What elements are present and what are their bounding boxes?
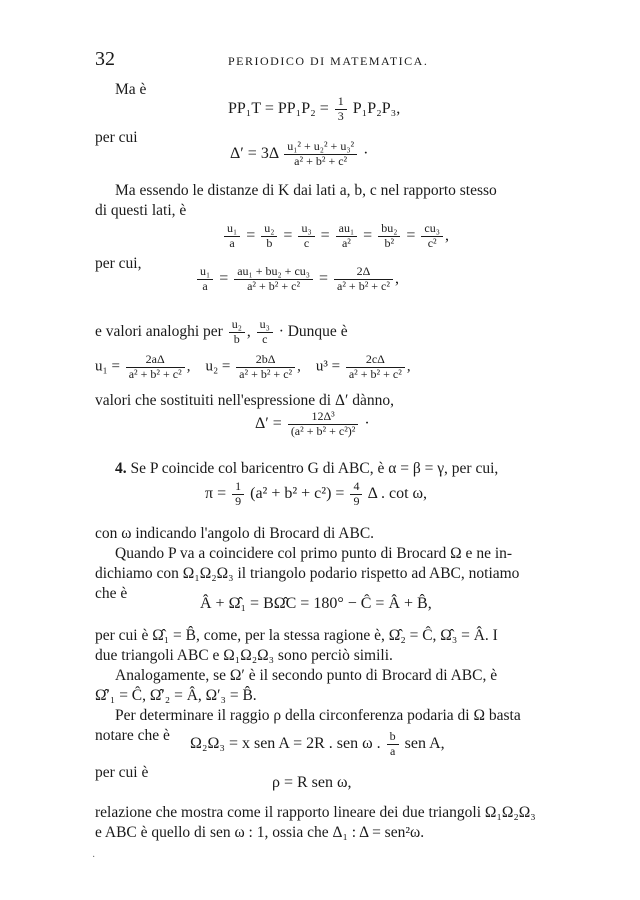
text-line: che è [95, 585, 128, 602]
text-line: 4. Se P coincide col baricentro G di ABC, è α = β = γ, per cui, [115, 460, 499, 477]
equation-6: Δ′ = $\frac{\text{12Δ³}}{\text{(a² + b² + c²)²}}$ · [255, 409, 370, 438]
text-line: di questi lati, è [95, 202, 187, 219]
running-title: PERIODICO DI MATEMATICA. [228, 54, 429, 68]
text-line: con ω indicando l'angolo di Brocard di ABC. [95, 525, 375, 542]
section-number: 4. [115, 460, 127, 477]
text-line: Ma è [115, 81, 147, 98]
equation-10: ρ = R sen ω, [272, 774, 352, 791]
text-line: due triangoli ABC e Ω₁Ω₂Ω₃ sono perciò simili. [95, 647, 393, 664]
text-line: per cui [95, 129, 138, 146]
text-line: Ma essendo le distanze di K dai lati a, b, c nel rapporto stesso [115, 182, 497, 199]
text-line: dichiamo con Ω₁Ω₂Ω₃ il triangolo podario rispetto ad ABC, notiamo [95, 565, 520, 582]
text-line: Per determinare il raggio ρ della circonferenza podaria di Ω basta [115, 707, 521, 724]
text-line: valori che sostituiti nell'espressione di Δ′ dànno, [95, 392, 394, 409]
speck-mark: · [92, 852, 96, 863]
text-line: Analogamente, se Ω′ è il secondo punto di Brocard di ABC, è [115, 667, 498, 684]
text-line: e valori analoghi per $\frac{\text{u₂}}{b}$ , $\frac{\text{u₃}}{c}$ · Dunque è [95, 317, 348, 346]
equation-8: Â + Ω̂₁ = BΩ̂C = 180° − Ĉ = Â + B̂, [200, 595, 432, 612]
equation-7: π = $\frac{1}{9}$ (a² + b² + c²) = $\frac{4}{9}$ Δ . cot ω, [205, 479, 428, 508]
text-line: per cui è Ω̂₁ = B̂, come, per la stessa ragione è, Ω̂₂ = Ĉ, Ω̂₃ = Â. I [95, 627, 498, 644]
text-line: e ABC è quello di sen ω : 1, ossia che Δ₁ : Δ = sen²ω. [95, 824, 425, 841]
equation-3: $\frac{\text{u₁}}{a}$ = $\frac{\text{u₂}}{b}$ = $\frac{\text{u₃}}{c}$ = $\frac{\text{au₁}}{\text{a²}}$ = $\frac{\text{bu₂}}{\text{b²}}$ = $\frac{\text{cu₃}}{\text{c²}}$ , [222, 222, 449, 251]
text-line: notare che è [95, 727, 170, 744]
text-line: per cui è [95, 764, 149, 781]
text-line: Ω̂′₁ = Ĉ, Ω̂′₂ = Â, Ω′₃ = B̂. [95, 687, 257, 704]
equation-2: Δ′ = 3Δ $\frac{\text{u₁² + u₂² + u₃²}}{\text{a² + b² + c²}}$ · [230, 139, 369, 168]
text-line: per cui, [95, 255, 142, 272]
page-number: 32 [95, 48, 115, 70]
text-line: relazione che mostra come il rapporto lineare dei due triangoli Ω₁Ω₂Ω₃ [95, 804, 536, 821]
text-line: Quando P va a coincidere col primo punto di Brocard Ω e ne in- [115, 545, 513, 562]
equation-5: u₁ = $\frac{2a\Delta}{\text{a² + b² + c²}}$ , u₂ = $\frac{2b\Delta}{\text{a² + b² + c²}}$ , u³ = $\frac{2c\Delta}{\text{a² + b² + c²}}$ , [95, 352, 411, 381]
equation-9: Ω₂Ω₃ = x sen A = 2R . sen ω . $\frac{b}{a}$ sen A, [190, 729, 445, 758]
equation-4: $\frac{\text{u₁}}{a}$ = $\frac{\text{au₁ + bu₂ + cu₃}}{\text{a² + b² + c²}}$ = $\frac{2\Delta}{\text{a² + b² + c²}}$ , [195, 265, 399, 294]
equation-1: PP₁T = PP₁P₂ = $\frac{1}{3}$ P₁P₂P₃, [228, 94, 401, 123]
